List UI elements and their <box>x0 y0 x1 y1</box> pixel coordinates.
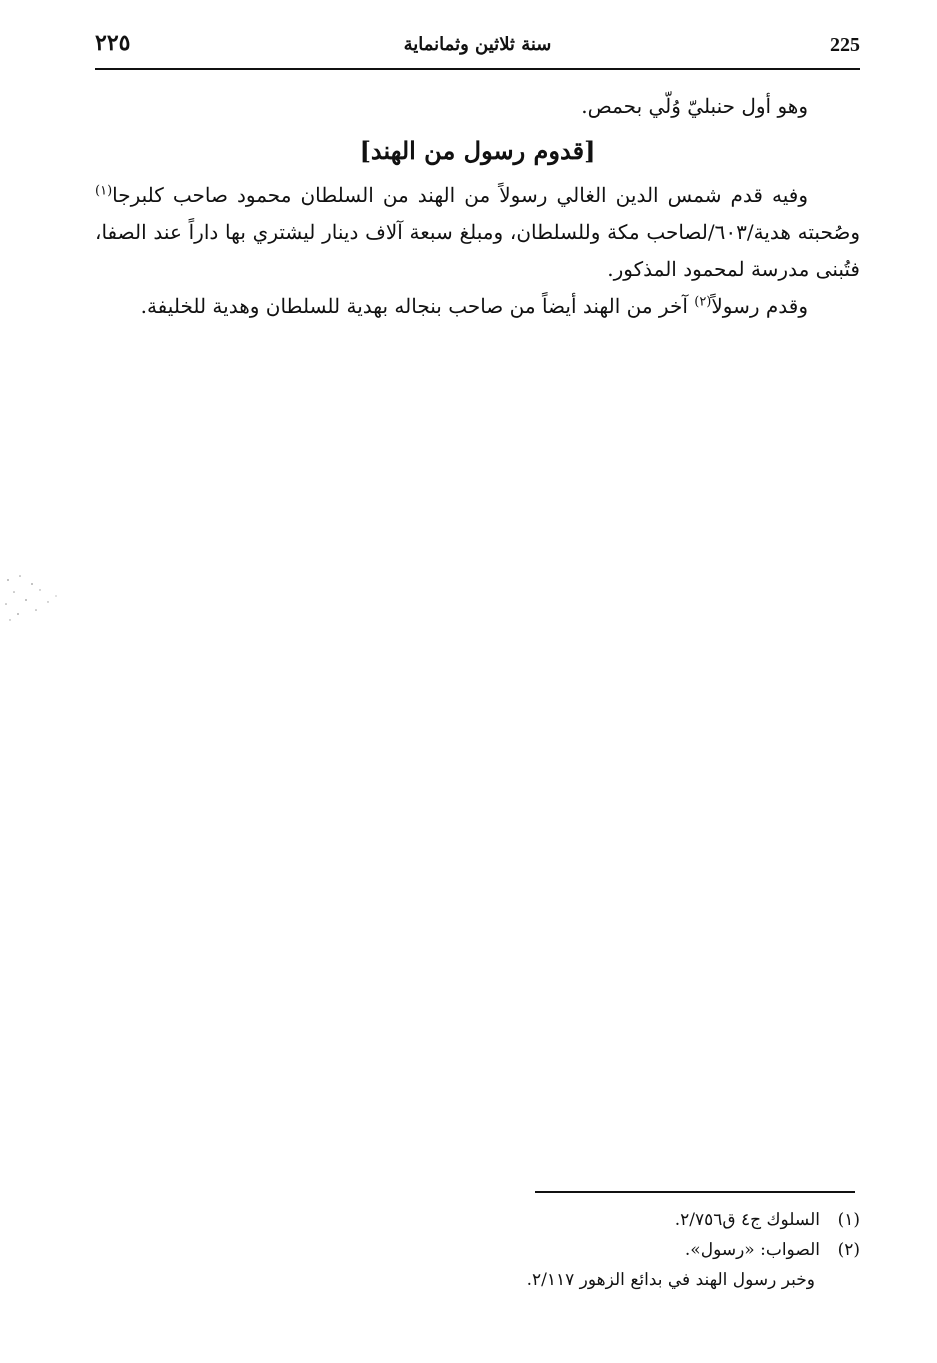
footnote-number: (١) <box>837 1210 860 1230</box>
paragraph-text: وصُحبته هدية/٦٠٣/لصاحب مكة وللسلطان، ومبلغ سبعة آلاف دينار ليشتري بها داراً عند الصفا، فتُبنى مدرسة لمحمود المذكور. <box>95 220 860 281</box>
page-number-arabic: ٢٢٥ <box>95 30 131 56</box>
footnote <box>95 1235 860 1265</box>
page-number-latin: 225 <box>830 34 860 56</box>
footnote-number: (٢) <box>837 1240 860 1260</box>
footnote-ref: (٢) <box>694 294 712 310</box>
page-header <box>95 28 860 70</box>
scan-artifact <box>0 570 70 630</box>
paragraph-text: آخر من الهند أيضاً من صاحب بنجاله بهدية للسلطان وهدية للخليفة. <box>140 294 695 318</box>
footnote-text: الصواب: «رسول». <box>684 1240 820 1260</box>
paragraph <box>95 288 860 325</box>
text-line: وهو أول حنبليّ وُلّي بحمص. <box>581 94 808 118</box>
paragraph <box>95 177 860 288</box>
header-rule <box>95 68 860 70</box>
footnotes <box>95 1205 860 1295</box>
paragraph-text: وفيه قدم شمس الدين الغالي رسولاً من الهند من السلطان محمود صاحب كلبرجا <box>112 183 808 207</box>
footnote-ref: (١) <box>95 183 113 199</box>
footnote-continuation: وخبر رسول الهند في بدائع الزهور ٢/١١٧. <box>526 1270 815 1290</box>
footnote-text: السلوك ج٤ ق٢/٧٥٦. <box>674 1210 820 1230</box>
section-heading: [قدوم رسول من الهند] <box>359 136 596 165</box>
footnote-rule <box>535 1191 855 1193</box>
running-title: سنة ثلاثين وثمانماية <box>403 34 552 55</box>
paragraph-text: وقدم رسولاً <box>711 294 808 318</box>
footnote <box>95 1205 860 1235</box>
main-text <box>95 88 860 325</box>
